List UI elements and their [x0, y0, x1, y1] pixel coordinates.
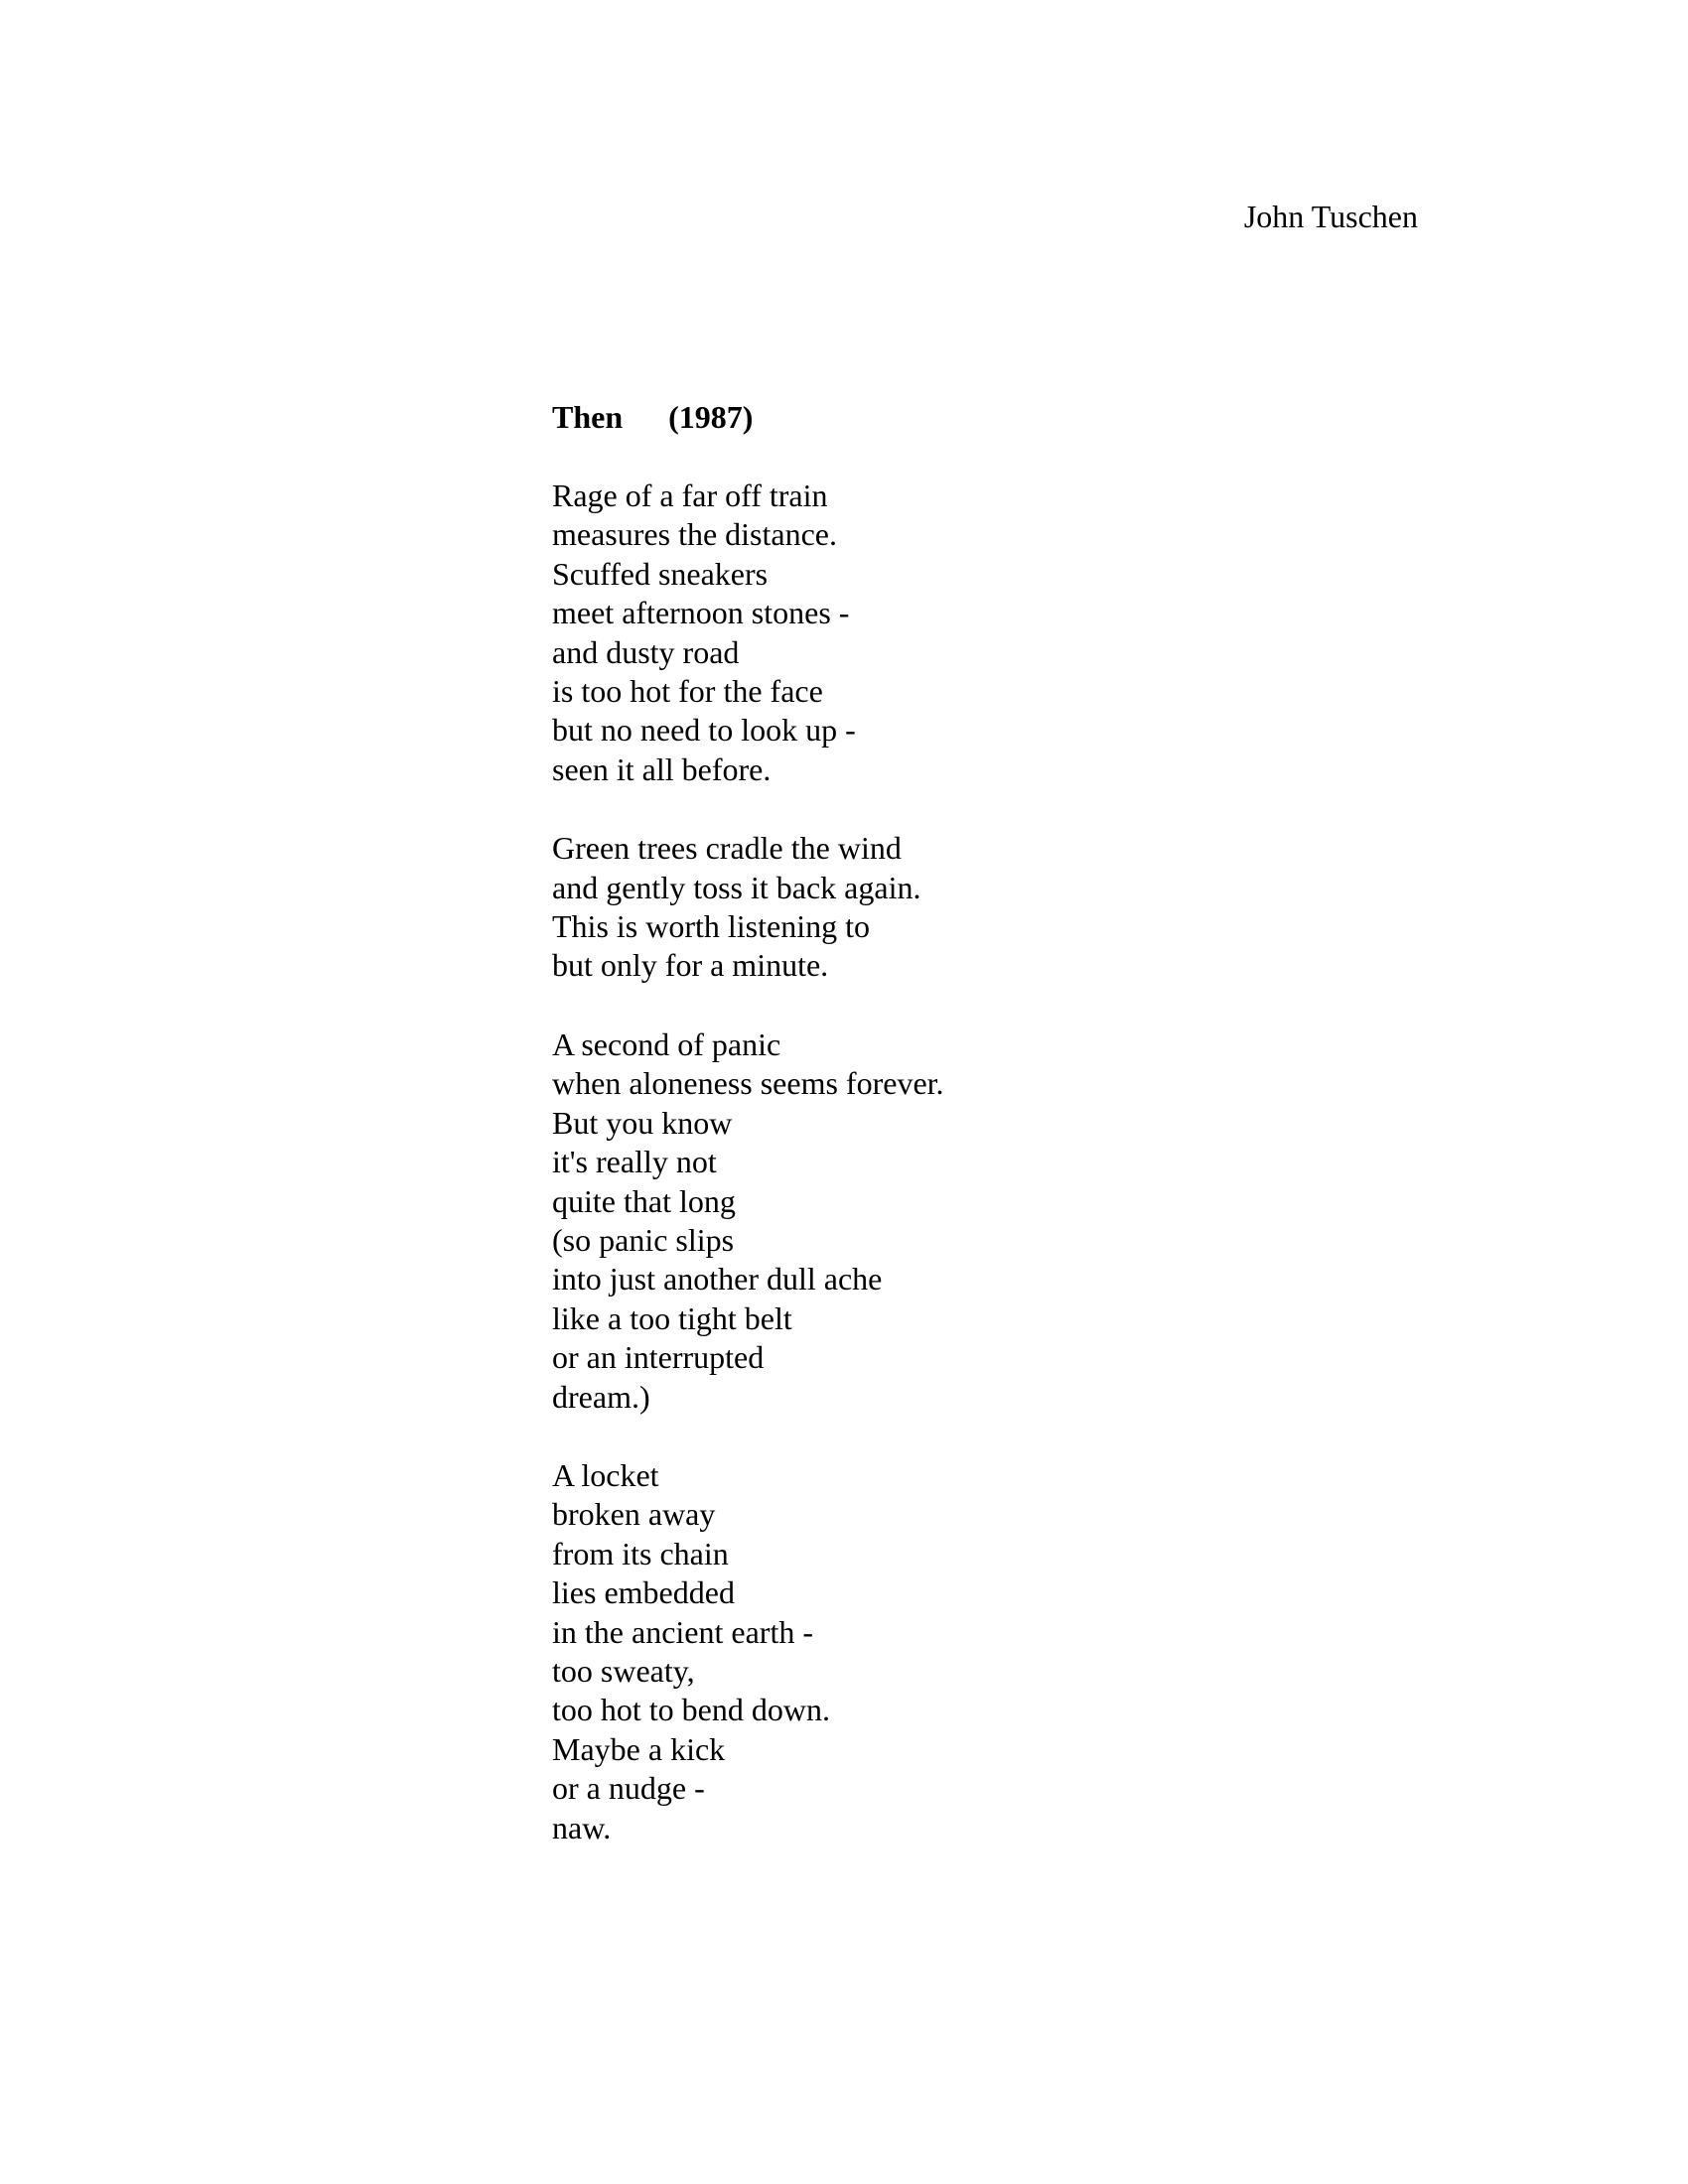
poem-line: and dusty road	[552, 633, 740, 670]
poem-line: A second of panic	[552, 1025, 781, 1062]
poem-line: (so panic slips	[552, 1221, 735, 1258]
poem-line: Maybe a kick	[552, 1730, 726, 1767]
poem-line: This is worth listening to	[552, 908, 870, 945]
poem-line: or an interrupted	[552, 1339, 765, 1376]
poem-line: lies embedded	[552, 1574, 735, 1611]
poem-line: A locket	[552, 1456, 659, 1493]
poem	[552, 397, 1446, 1847]
poem-line: in the ancient earth -	[552, 1613, 813, 1650]
poem-line: Rage of a far off train	[552, 478, 828, 513]
poem-line: dream.)	[552, 1378, 650, 1415]
poem-line: but no need to look up -	[552, 712, 856, 749]
poem-line: it's really not	[552, 1144, 717, 1180]
poem-line: into just another dull ache	[552, 1261, 883, 1297]
poem-line: broken away	[552, 1496, 716, 1533]
poem-line: quite that long	[552, 1182, 736, 1219]
stanza	[552, 1456, 1446, 1847]
poem-title: Then	[552, 399, 624, 435]
poem-line: like a too tight belt	[552, 1299, 792, 1336]
poem-line: when aloneness seems forever.	[552, 1065, 944, 1102]
poem-line: is too hot for the face	[552, 673, 823, 710]
poem-title-row	[552, 397, 1446, 437]
poem-line: or a nudge -	[552, 1770, 705, 1807]
poem-line: naw.	[552, 1809, 612, 1845]
poem-line: Scuffed sneakers	[552, 555, 769, 592]
stanza	[552, 477, 1446, 789]
poem-line: seen it all before.	[552, 751, 772, 787]
poem-line: and gently toss it back again.	[552, 869, 921, 905]
poem-year: (1987)	[668, 399, 754, 435]
poem-line: Green trees cradle the wind	[552, 830, 902, 867]
author-name: John Tuschen	[1243, 199, 1418, 234]
poem-line: too sweaty,	[552, 1652, 695, 1689]
stanza	[552, 829, 1446, 986]
poem-line: But you know	[552, 1104, 733, 1141]
poem-line: measures the distance.	[552, 516, 837, 553]
stanza	[552, 1025, 1446, 1417]
poem-line: but only for a minute.	[552, 947, 829, 984]
poem-line: too hot to bend down.	[552, 1692, 830, 1728]
poem-body	[552, 477, 1446, 1847]
poem-line: meet afternoon stones -	[552, 595, 850, 631]
poem-line: from its chain	[552, 1535, 729, 1571]
